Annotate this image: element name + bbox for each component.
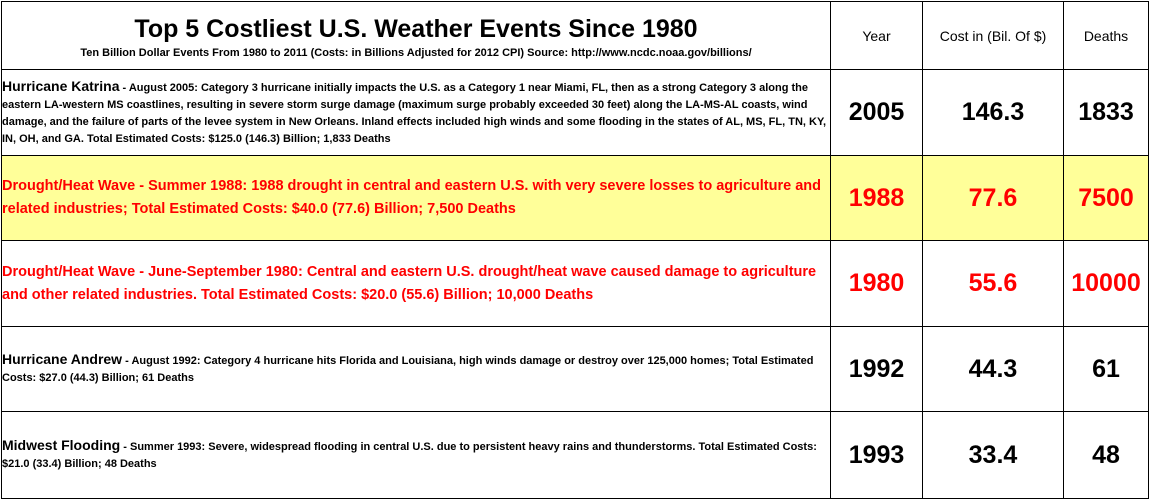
- table-row: [2, 241, 1149, 327]
- events-table: [1, 1, 1149, 499]
- event-detail: - Summer 1993: Severe, widespread flooding in central U.S. due to persistent heavy rains and thunderstorms. Total Estimated Costs: $21.0 (33.4) Billion; 48 Deaths: [2, 441, 817, 470]
- event-detail: - August 1992: Category 4 hurricane hits Florida and Louisiana, high winds damage or destroy over 125,000 homes; Total Estimated Costs: $27.0 (44.3) Billion; 61 Deaths: [2, 355, 814, 384]
- event-deaths: 61: [1064, 327, 1149, 412]
- event-description: [2, 327, 831, 412]
- event-name: Hurricane Katrina: [2, 77, 120, 94]
- event-cost: 55.6: [923, 241, 1064, 327]
- event-cost: 44.3: [923, 327, 1064, 412]
- event-description: Drought/Heat Wave - Summer 1988: 1988 drought in central and eastern U.S. with very severe losses to agriculture and related industries; Total Estimated Costs: $40.0 (77.6) Billion; 7,500 Deaths: [2, 156, 831, 241]
- event-description: [2, 70, 831, 156]
- event-description: [2, 412, 831, 499]
- event-cost: 33.4: [923, 412, 1064, 499]
- event-deaths: 48: [1064, 412, 1149, 499]
- column-header-cost: Cost in (Bil. Of $): [923, 2, 1064, 70]
- event-cost: 77.6: [923, 156, 1064, 241]
- event-year: 1992: [831, 327, 923, 412]
- title-cell: [2, 2, 831, 70]
- event-year: 1980: [831, 241, 923, 327]
- event-deaths: 1833: [1064, 70, 1149, 156]
- event-deaths: 10000: [1064, 241, 1149, 327]
- column-header-deaths: Deaths: [1064, 2, 1149, 70]
- table-row: [2, 327, 1149, 412]
- table-row: [2, 70, 1149, 156]
- event-detail: - August 2005: Category 3 hurricane initially impacts the U.S. as a Category 1 near Miami, FL, then as a strong Category 3 along the eastern LA-western MS coastlines, resulting in severe storm surge damage (maximum surge probably exceeded 30 feet) along the LA-MS-AL coasts, wind damage, and the failure of parts of the levee system in New Orleans. Inland effects included high winds and some flooding in the states of AL, MS, FL, TN, KY, IN, OH, and GA. Total Estimated Costs: $125.0 (146.3) Billion; 1,833 Deaths: [2, 81, 827, 145]
- event-year: 1988: [831, 156, 923, 241]
- event-name: Hurricane Andrew: [2, 351, 123, 367]
- event-description: Drought/Heat Wave - June-September 1980: Central and eastern U.S. drought/heat wave caused damage to agriculture and other related industries. Total Estimated Costs: $20.0 (55.6) Billion; 10,000 Deaths: [2, 241, 831, 327]
- event-year: 2005: [831, 70, 923, 156]
- event-cost: 146.3: [923, 70, 1064, 156]
- page-subtitle: Ten Billion Dollar Events From 1980 to 2011 (Costs: in Billions Adjusted for 2012 CPI) Source: http://www.ncdc.noaa.gov/billions/: [80, 46, 752, 59]
- page-title: Top 5 Costliest U.S. Weather Events Since 1980: [134, 14, 698, 43]
- header-row: [2, 2, 1149, 70]
- column-header-year: Year: [831, 2, 923, 70]
- event-name: Midwest Flooding: [2, 437, 121, 453]
- table-row: [2, 156, 1149, 241]
- event-year: 1993: [831, 412, 923, 499]
- table-row: [2, 412, 1149, 499]
- event-deaths: 7500: [1064, 156, 1149, 241]
